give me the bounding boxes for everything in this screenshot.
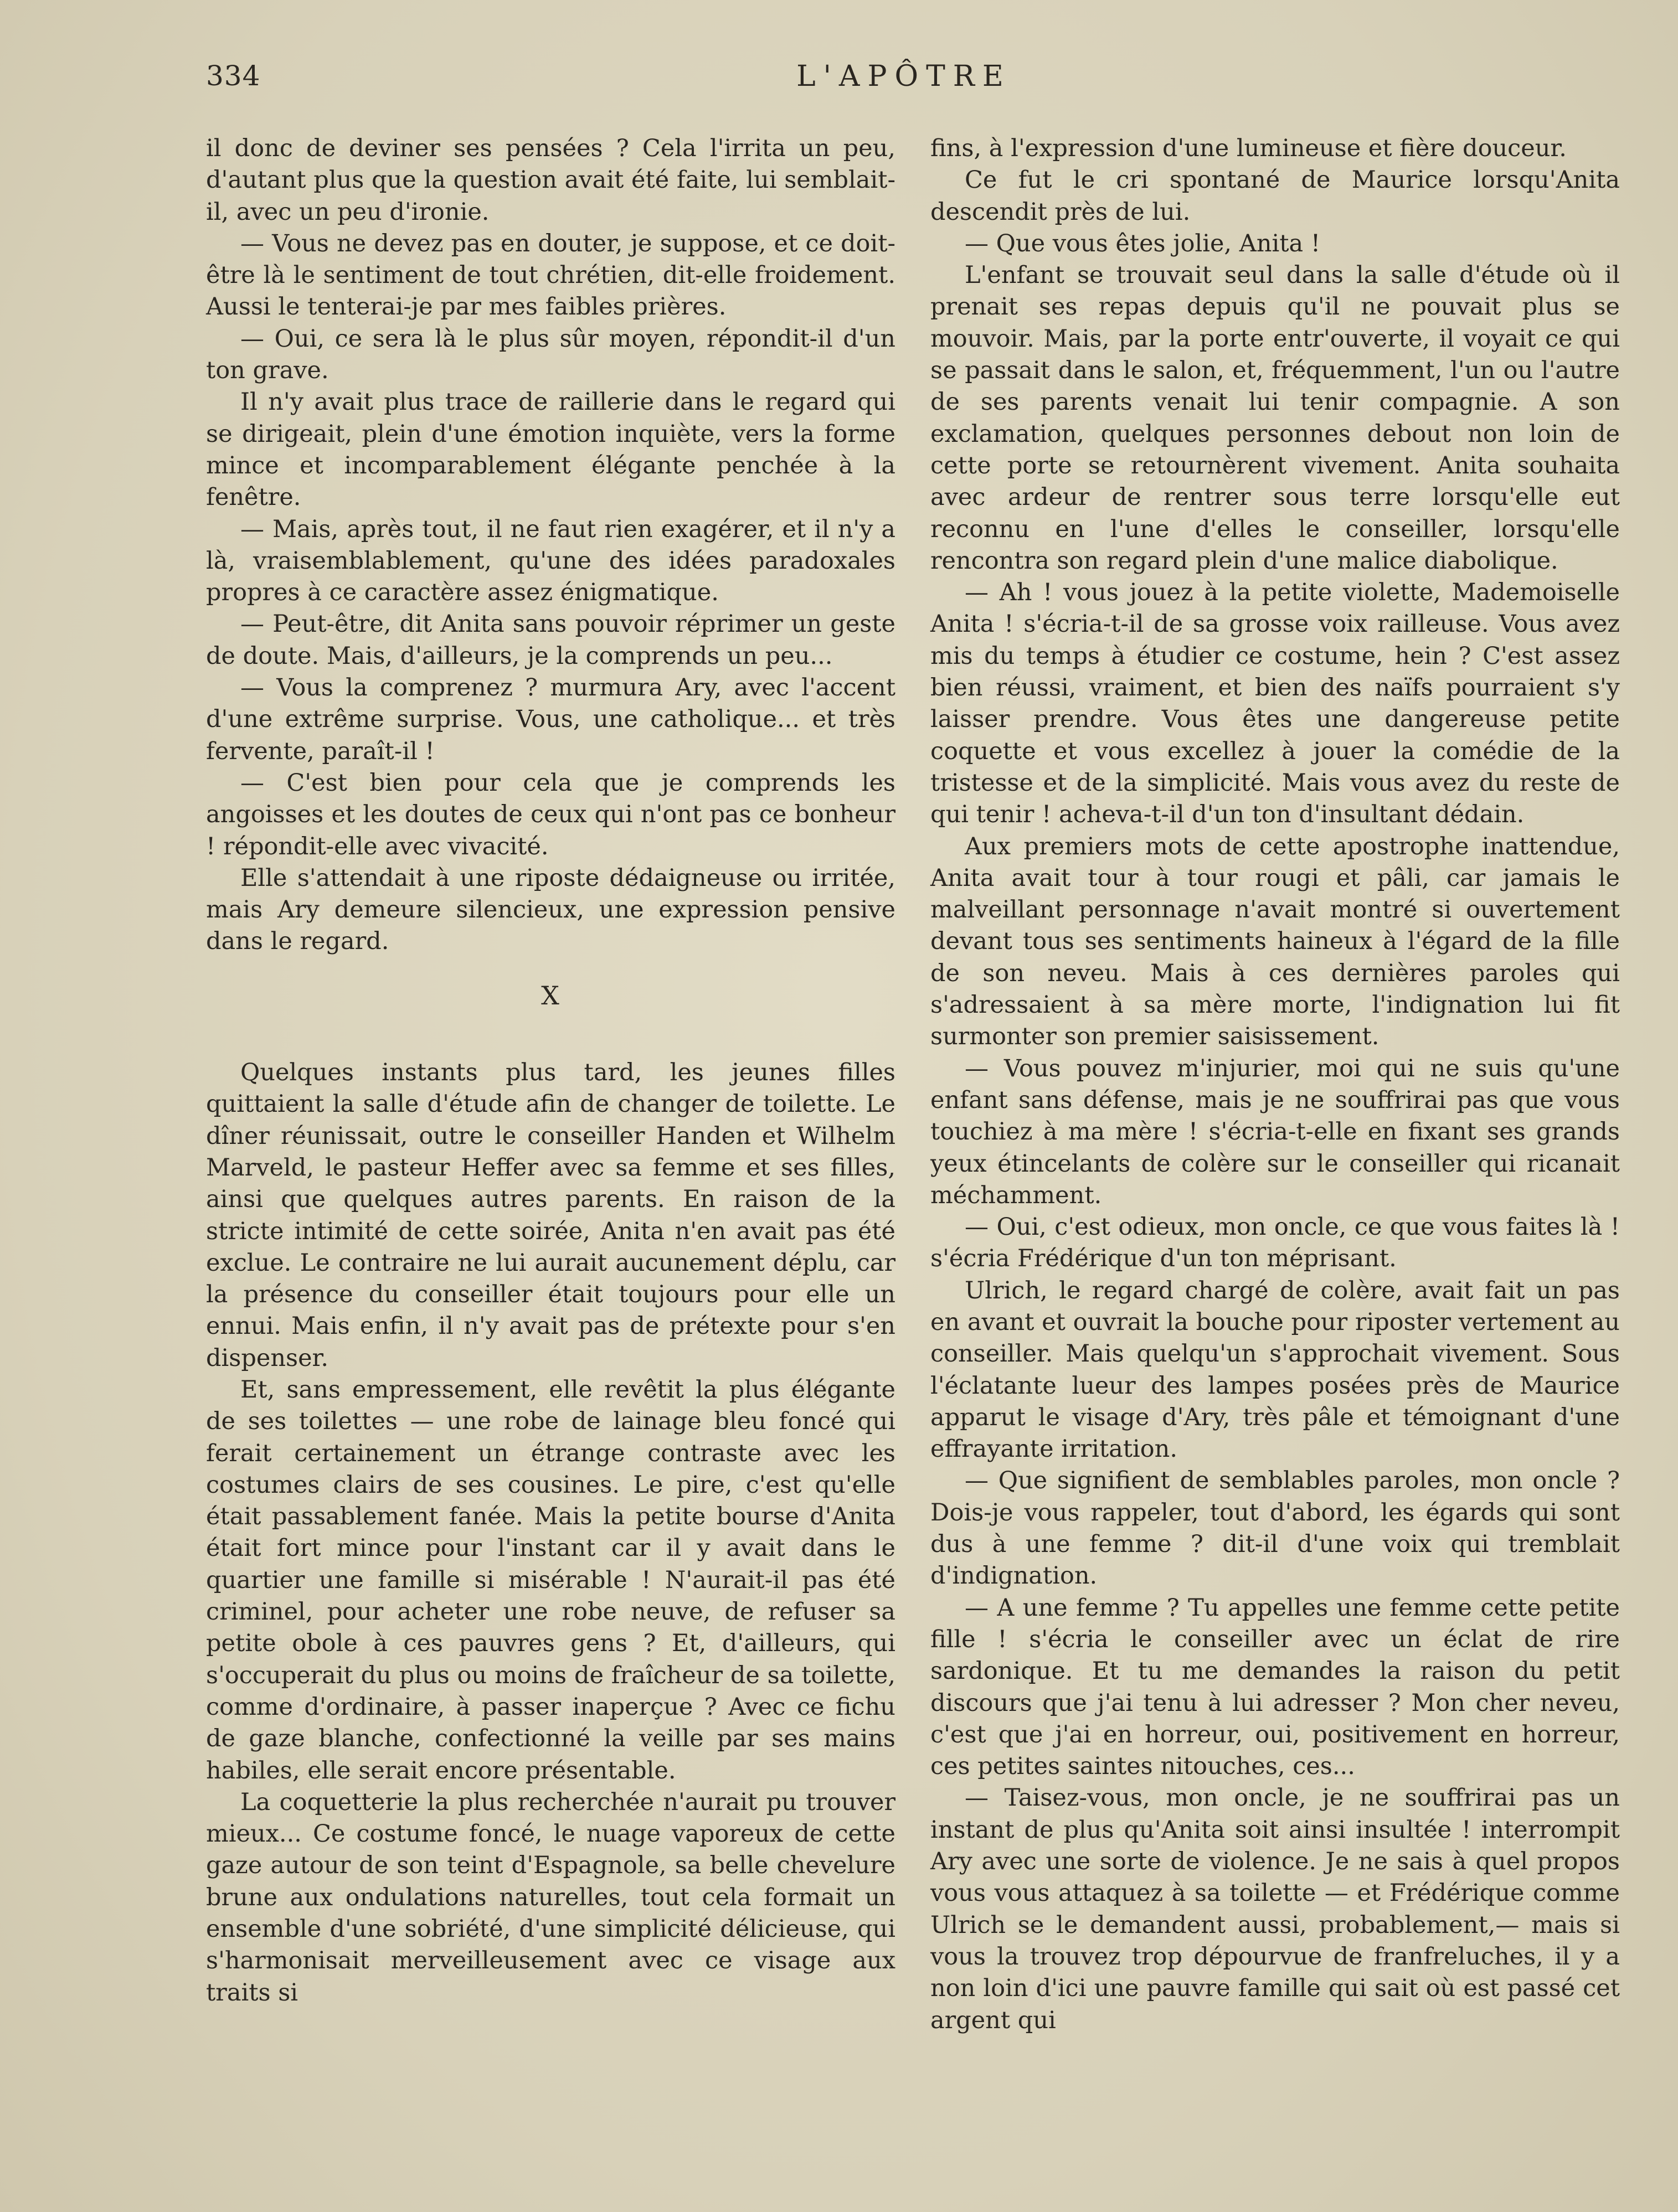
paragraph: — Que vous êtes jolie, Anita ! [965, 229, 1321, 257]
paragraph: Aux premiers mots de cette apostrophe inattendue, Anita avait tour à tour rougi et pâli, car jamais le malveillant personnage n'avait montré si ouvertement devant tous ses sentiments haineux à l'égard de la fille de son neveu. Mais à ces dernières paroles qui s'adressaient à sa mère morte, l'indignation lui fit surmonter son premier saisissement. [930, 832, 1620, 1051]
paragraph: Elle s'attendait à une riposte dédaigneuse ou irritée, mais Ary demeure silencieux, une expression pensive dans le regard. [206, 864, 895, 956]
page-number: 334 [206, 60, 261, 92]
paragraph: Quelques instants plus tard, les jeunes filles quittaient la salle d'étude afin de changer de toilette. Le dîner réunissait, outre le conseiller Handen et Wilhelm Marveld, le pasteur Heffer avec sa femme et ses filles, ainsi que quelques autres parents. En raison de la stricte intimité de cette soirée, Anita n'en avait pas été exclue. Le contraire ne lui aurait aucunement déplu, car la présence du conseiller était toujours pour elle un ennui. Mais enfin, il n'y avait pas de prétexte pour s'en dispenser. [206, 1059, 895, 1372]
paragraph: — Oui, c'est odieux, mon oncle, ce que vous faites là ! s'écria Frédérique d'un ton méprisant. [930, 1213, 1620, 1273]
right-paragraphs [930, 133, 1620, 2036]
paragraph: — Mais, après tout, il ne faut rien exagérer, et il n'y a là, vraisemblablement, qu'une des idées paradoxales propres à ce caractère assez énigmatique. [206, 515, 895, 607]
paragraph: — Vous pouvez m'injurier, moi qui ne suis qu'une enfant sans défense, mais je ne souffrirai pas que vous touchiez à ma mère ! s'écria-t-elle en fixant ses grands yeux étincelants de colère sur le conseiller qui ricanait méchamment. [930, 1054, 1620, 1209]
running-title: L'APÔTRE [796, 60, 1011, 93]
paragraph: — Peut-être, dit Anita sans pouvoir réprimer un geste de doute. Mais, d'ailleurs, je la comprends un peu... [206, 610, 895, 670]
paragraph: — A une femme ? Tu appelles une femme cette petite fille ! s'écria le conseiller avec un éclat de rire sardonique. Et tu me demandes la raison du petit discours que j'ai tenu à lui adresser ? Mon cher neveu, c'est que j'ai en horreur, oui, positivement en horreur, ces petites saintes nitouches, ces... [930, 1594, 1620, 1781]
paragraph: Il n'y avait plus trace de raillerie dans le regard qui se dirigeait, plein d'une émotion inquiète, vers la forme mince et incomparablement élégante penchée à la fenêtre. [206, 388, 895, 512]
page-header [206, 60, 1602, 99]
paragraph: — Oui, ce sera là le plus sûr moyen, répondit-il d'un ton grave. [206, 324, 895, 385]
paragraph: Et, sans empressement, elle revêtit la plus élégante de ses toilettes — une robe de lainage bleu foncé qui ferait certainement un étrange contraste avec les costumes clairs de ses cousines. Le pire, c'est qu'elle était passablement fanée. Mais la petite bourse d'Anita était fort mince pour l'instant car il y avait dans le quartier une famille si misérable ! N'aurait-il pas été criminel, pour acheter une robe neuve, de refuser sa petite obole à ces pauvres gens ? Et, d'ailleurs, qui s'occuperait du plus ou moins de fraîcheur de sa toilette, comme d'ordinaire, à passer inaperçue ? Avec ce fichu de gaze blanche, confectionné la veille par ses mains habiles, elle serait encore présentable. [206, 1375, 895, 1785]
paragraph: — Vous la comprenez ? murmura Ary, avec l'accent d'une extrême surprise. Vous, une catholique... et très fervente, paraît-il ! [206, 674, 895, 765]
paragraph: — Que signifient de semblables paroles, mon oncle ? Dois-je vous rappeler, tout d'abord, les égards qui sont dus à une femme ? dit-il d'une voix qui tremblait d'indignation. [930, 1467, 1620, 1590]
left-column [206, 133, 895, 2009]
left-paragraphs-before [206, 133, 895, 958]
paragraph: — Taisez-vous, mon oncle, je ne souffrirai pas un instant de plus qu'Anita soit ainsi insultée ! interrompit Ary avec une sorte de violence. Je ne sais à quel propos vous vous attaquez à sa toilette — et Frédérique comme Ulrich se le demandent aussi, probablement,— mais si vous la trouvez trop dépourvue de franfreluches, il y a non loin d'ici une pauvre famille qui sait où est passé cet argent qui [930, 1784, 1620, 2034]
paragraph: La coquetterie la plus recherchée n'aurait pu trouver mieux... Ce costume foncé, le nuage vaporeux de cette gaze autour de son teint d'Espagnole, sa belle chevelure brune aux ondulations naturelles, tout cela formait un ensemble d'une sobriété, d'une simplicité délicieuse, qui s'harmonisait merveilleusement avec ce visage aux traits si [206, 1788, 895, 2007]
paragraph: — Vous ne devez pas en douter, je suppose, et ce doit-être là le sentiment de tout chrétien, dit-elle froidement. Aussi le tenterai-je par mes faibles prières. [206, 229, 895, 321]
paragraph: — C'est bien pour cela que je comprends les angoisses et les doutes de ceux qui n'ont pas ce bonheur ! répondit-elle avec vivacité. [206, 769, 895, 860]
paragraph: fins, à l'expression d'une lumineuse et fière douceur. [930, 135, 1567, 162]
right-column [930, 133, 1620, 2036]
paragraph: Ulrich, le regard chargé de colère, avait fait un pas en avant et ouvrait la bouche pour riposter vertement au conseiller. Mais quelqu'un s'approchait vivement. Sous l'éclatante lueur des lampes posées près de Maurice apparut le visage d'Ary, très pâle et témoignant d'une effrayante irritation. [930, 1276, 1620, 1463]
left-paragraphs-after [206, 1057, 895, 2009]
paragraph: — Ah ! vous jouez à la petite violette, Mademoiselle Anita ! s'écria-t-il de sa grosse voix railleuse. Vous avez mis du temps à étudier ce costume, hein ? C'est assez bien réussi, vraiment, et bien des naïfs pourraient s'y laisser prendre. Vous êtes une dangereuse petite coquette et vous excellez à jouer la comédie de la tristesse et de la simplicité. Mais vous avez du reste de qui tenir ! acheva-t-il d'un ton d'insultant dédain. [930, 579, 1620, 829]
paragraph: L'enfant se trouvait seul dans la salle d'étude où il prenait ses repas depuis qu'il ne pouvait plus se mouvoir. Mais, par la porte entr'ouverte, il voyait ce qui se passait dans le salon, et, fréquemment, l'un ou l'autre de ses parents venait lui tenir compagnie. A son exclamation, quelques personnes debout non loin de cette porte se retournèrent vivement. Anita souhaita avec ardeur de rentrer sous terre lorsqu'elle eut reconnu en l'une d'elles le conseiller, lorsqu'elle rencontra son regard plein d'une malice diabolique. [930, 261, 1620, 575]
chapter-heading: X [541, 980, 560, 1010]
paragraph: Ce fut le cri spontané de Maurice lorsqu'Anita descendit près de lui. [930, 166, 1620, 226]
paragraph: il donc de deviner ses pensées ? Cela l'irrita un peu, d'autant plus que la question avait été faite, lui semblait-il, avec un peu d'ironie. [206, 135, 895, 226]
